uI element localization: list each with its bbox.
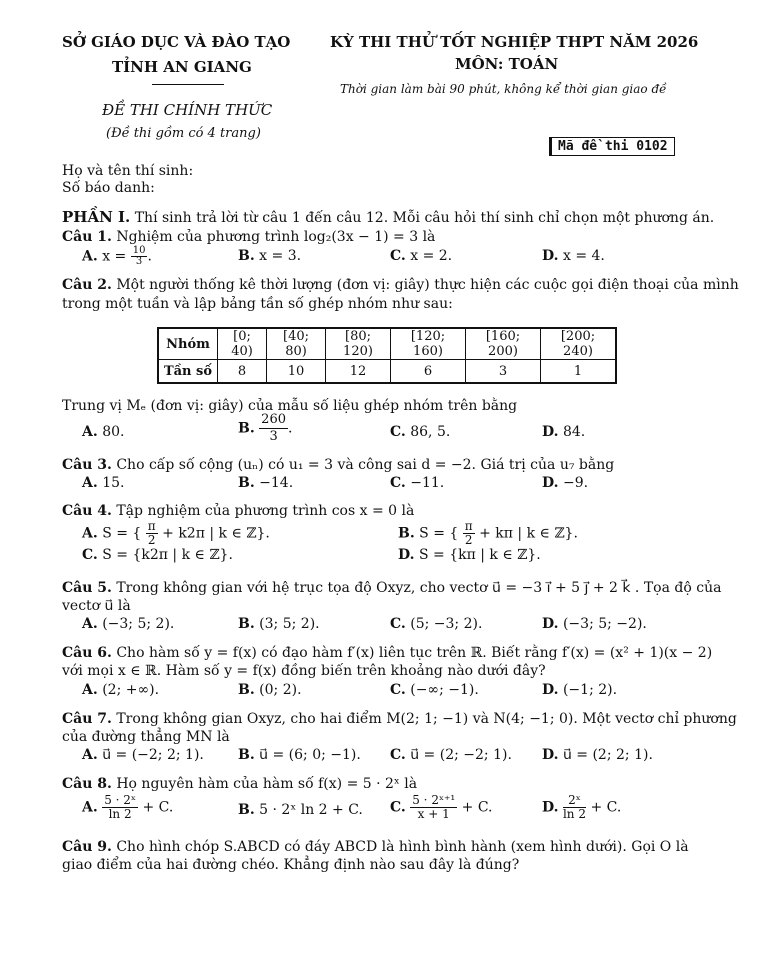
fraction: $\frac{\text{2ˣ}}{\ln 2}$: [562, 793, 586, 821]
question-2-stem: Câu 2. Một người thống kê thời lượng (đơn vị: giây) thực hiện các cuộc gọi điện thoại của mình: [62, 277, 739, 293]
exam-code-box: Mã đề thi 0102: [551, 137, 675, 156]
q2-option-b[interactable]: B. $\frac{260}{3}$ .: [238, 412, 293, 444]
question-3-stem: Câu 3. Cho cấp số cộng (uₙ) có u₁ = 3 và công sai d = −2. Giá trị của u₇ bằng: [62, 457, 615, 473]
table-cell: [200; 240): [541, 328, 617, 360]
question-1-stem: Câu 1. Nghiệm của phương trình log₂(3x − 1) = 3 là: [62, 229, 436, 245]
q8-option-c[interactable]: C. $\frac{\text{5 · 2ˣ⁺¹}}{x + 1}$ + C.: [390, 793, 493, 821]
frequency-table: [157, 327, 617, 384]
fraction: $\frac{10}{3}$: [132, 245, 146, 267]
q6-option-a[interactable]: A. (2; +∞).: [82, 682, 160, 698]
table-cell: 8: [218, 360, 267, 384]
question-9-stem-cont: giao điểm của hai đường chéo. Khẳng định nào sau đây là đúng?: [62, 857, 520, 873]
q7-option-b[interactable]: B. u⃗ = (6; 0; −1).: [238, 747, 361, 763]
q6-option-c[interactable]: C. (−∞; −1).: [390, 682, 479, 698]
q1-option-b[interactable]: B. x = 3.: [238, 248, 302, 264]
fraction: $\frac{\pi}{2}$: [464, 519, 473, 547]
q7-option-d[interactable]: D. u⃗ = (2; 2; 1).: [542, 747, 653, 763]
fraction: $\frac{\pi}{2}$: [147, 519, 156, 547]
q2-option-c[interactable]: C. 86, 5.: [390, 424, 451, 440]
table-cell: Nhóm: [158, 328, 218, 360]
table-cell: 10: [267, 360, 326, 384]
q8-option-d[interactable]: D. $\frac{\text{2ˣ}}{\ln 2}$ + C.: [542, 793, 622, 821]
q3-option-b[interactable]: B. −14.: [238, 475, 294, 491]
q1-option-d[interactable]: D. x = 4.: [542, 248, 605, 264]
question-4-label: Câu 4.: [62, 503, 112, 519]
q4-option-c[interactable]: C. S = {k2π | k ∈ ℤ}.: [82, 547, 233, 563]
department-name: SỞ GIÁO DỤC VÀ ĐÀO TẠO: [62, 33, 291, 51]
question-8-stem: Câu 8. Họ nguyên hàm của hàm số f(x) = 5 · 2ˣ là: [62, 776, 418, 792]
q3-option-d[interactable]: D. −9.: [542, 475, 589, 491]
q3-option-a[interactable]: A. 15.: [82, 475, 125, 491]
question-8-label: Câu 8.: [62, 776, 112, 792]
question-4-stem: Câu 4. Tập nghiệm của phương trình cos x = 0 là: [62, 503, 415, 519]
table-cell: 12: [326, 360, 391, 384]
q4-option-a[interactable]: A. S = { $\frac{\pi}{2}$ + k2π | k ∈ ℤ}.: [82, 519, 270, 547]
q8-option-a[interactable]: A. $\frac{\text{5 · 2ˣ}}{\ln 2}$ + C.: [82, 793, 174, 821]
part1-title: PHẦN I.: [62, 208, 131, 226]
question-5-label: Câu 5.: [62, 580, 112, 596]
header-divider: [152, 84, 224, 85]
q4-option-d[interactable]: D. S = {kπ | k ∈ ℤ}.: [398, 547, 541, 563]
question-7-label: Câu 7.: [62, 711, 112, 727]
q8-option-b[interactable]: B. 5 · 2ˣ ln 2 + C.: [238, 802, 363, 818]
q7-option-a[interactable]: A. u⃗ = (−2; 2; 1).: [82, 747, 204, 763]
q2-option-a[interactable]: A. 80.: [82, 424, 125, 440]
question-2-label: Câu 2.: [62, 277, 112, 293]
question-5-stem-cont: vectơ u⃗ là: [62, 598, 131, 614]
table-cell: Tần số: [158, 360, 218, 384]
subject-title: MÔN: TOÁN: [455, 55, 559, 73]
question-5-stem: Câu 5. Trong không gian với hệ trục tọa độ Oxyz, cho vectơ u⃗ = −3 i⃗ + 5 j⃗ + 2 k⃗ . Tọa độ của: [62, 580, 722, 596]
table-cell: 3: [466, 360, 541, 384]
fraction: $\frac{\text{5 · 2ˣ}}{\ln 2}$: [104, 793, 137, 821]
table-row: [158, 328, 616, 360]
table-cell: [80; 120): [326, 328, 391, 360]
q6-option-d[interactable]: D. (−1; 2).: [542, 682, 618, 698]
q6-option-b[interactable]: B. (0; 2).: [238, 682, 302, 698]
table-cell: 6: [391, 360, 466, 384]
question-6-stem-cont: với mọi x ∈ ℝ. Hàm số y = f(x) đồng biến trên khoảng nào dưới đây?: [62, 663, 546, 679]
q1-option-c[interactable]: C. x = 2.: [390, 248, 453, 264]
question-9-stem: Câu 9. Cho hình chóp S.ABCD có đáy ABCD là hình bình hành (xem hình dưới). Gọi O là: [62, 839, 689, 855]
question-6-label: Câu 6.: [62, 645, 112, 661]
question-2-stem-cont: trong một tuần và lập bảng tần số ghép nhóm như sau:: [62, 296, 453, 312]
q2-option-d[interactable]: D. 84.: [542, 424, 586, 440]
part1-heading: [62, 208, 714, 226]
table-cell: [40; 80): [267, 328, 326, 360]
fraction: $\frac{260}{3}$: [261, 412, 286, 444]
time-note: Thời gian làm bài 90 phút, không kể thời gian giao đề: [340, 82, 667, 96]
question-9-label: Câu 9.: [62, 839, 112, 855]
question-7-stem: Câu 7. Trong không gian Oxyz, cho hai điểm M(2; 1; −1) và N(4; −1; 0). Một vectơ chỉ phương: [62, 711, 737, 727]
q1-option-a[interactable]: A. x = $\frac{10}{3}$ .: [82, 245, 152, 267]
table-cell: 1: [541, 360, 617, 384]
question-6-stem: Câu 6. Cho hàm số y = f(x) có đạo hàm f′(x) liên tục trên ℝ. Biết rằng f′(x) = (x² + 1)(x − 2): [62, 645, 713, 661]
q5-option-d[interactable]: D. (−3; 5; −2).: [542, 616, 647, 632]
question-1-label: Câu 1.: [62, 229, 112, 245]
q5-option-b[interactable]: B. (3; 5; 2).: [238, 616, 320, 632]
q4-option-b[interactable]: B. S = { $\frac{\pi}{2}$ + kπ | k ∈ ℤ}.: [398, 519, 578, 547]
exam-title: KỲ THI THỬ TỐT NGHIỆP THPT NĂM 2026: [330, 33, 699, 51]
table-cell: [160; 200): [466, 328, 541, 360]
student-id-label: Số báo danh:: [62, 180, 155, 196]
q7-option-c[interactable]: C. u⃗ = (2; −2; 1).: [390, 747, 512, 763]
table-row: [158, 360, 616, 384]
question-3-label: Câu 3.: [62, 457, 112, 473]
q5-option-c[interactable]: C. (5; −3; 2).: [390, 616, 483, 632]
part1-instructions: Thí sinh trả lời từ câu 1 đến câu 12. Mỗi câu hỏi thí sinh chỉ chọn một phương án.: [134, 210, 715, 226]
q3-option-c[interactable]: C. −11.: [390, 475, 445, 491]
student-name-label: Họ và tên thí sinh:: [62, 163, 194, 179]
pages-note: (Đề thi gồm có 4 trang): [106, 126, 261, 141]
table-cell: [120; 160): [391, 328, 466, 360]
q5-option-a[interactable]: A. (−3; 5; 2).: [82, 616, 175, 632]
question-7-stem-cont: của đường thẳng MN là: [62, 729, 230, 745]
question-2-ask: Trung vị Mₑ (đơn vị: giây) của mẫu số liệu ghép nhóm trên bằng: [62, 398, 518, 414]
fraction: $\frac{\text{5 · 2ˣ⁺¹}}{x + 1}$: [412, 793, 456, 821]
official-label: ĐỀ THI CHÍNH THỨC: [102, 101, 273, 119]
province-name: TỈNH AN GIANG: [112, 58, 252, 76]
table-cell: [0; 40): [218, 328, 267, 360]
